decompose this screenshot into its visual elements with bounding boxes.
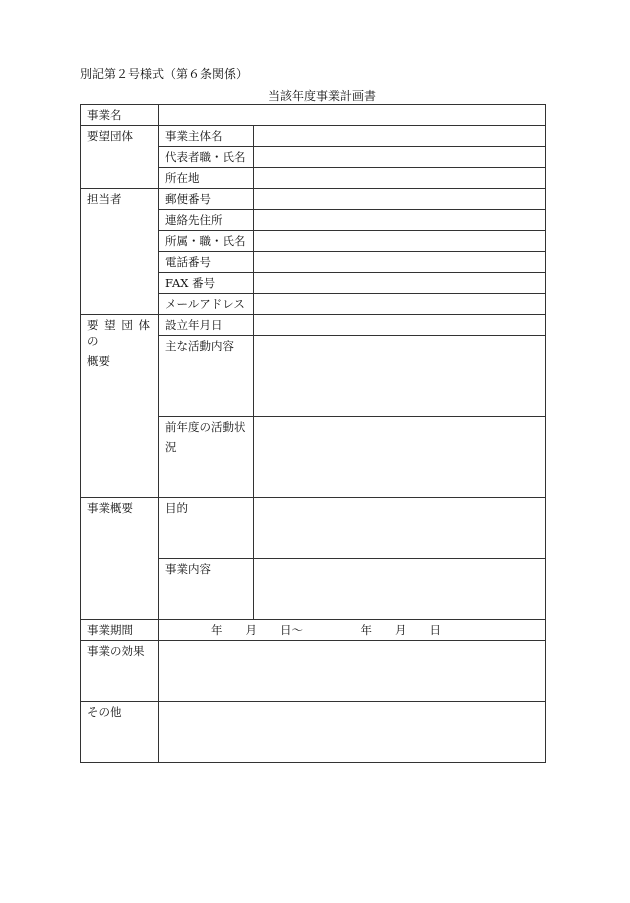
field-founded[interactable] xyxy=(254,315,546,336)
row-effects xyxy=(81,641,546,702)
document-title: 当該年度事業計画書 xyxy=(267,89,376,103)
label-email: メールアドレス xyxy=(159,294,254,315)
label-fax: FAX 番号 xyxy=(159,273,254,294)
label-prev-year-line1: 前年度の活動状 xyxy=(165,420,246,434)
field-prev-year[interactable] xyxy=(254,417,546,498)
label-postal-code: 郵便番号 xyxy=(159,189,254,210)
field-period[interactable] xyxy=(159,620,546,641)
label-effects: 事業の効果 xyxy=(81,641,159,702)
label-prev-year-line2: 況 xyxy=(165,440,177,454)
field-fax[interactable] xyxy=(254,273,546,294)
label-period: 事業期間 xyxy=(81,620,159,641)
field-phone[interactable] xyxy=(254,252,546,273)
field-project-name[interactable] xyxy=(159,105,546,126)
label-phone: 電話番号 xyxy=(159,252,254,273)
field-affiliation[interactable] xyxy=(254,231,546,252)
field-project-content[interactable] xyxy=(254,559,546,620)
label-org-head: 事業主体名 xyxy=(159,126,254,147)
label-requesting-org: 要望団体 xyxy=(81,126,159,189)
form-number-note: 別記第２号様式（第６条関係） xyxy=(80,67,249,81)
field-location[interactable] xyxy=(254,168,546,189)
field-email[interactable] xyxy=(254,294,546,315)
row-founded xyxy=(81,315,546,336)
label-org-overview xyxy=(81,315,159,498)
plan-form-table xyxy=(80,104,546,763)
label-main-activities: 主な活動内容 xyxy=(159,336,254,417)
field-representative[interactable] xyxy=(254,147,546,168)
label-prev-year xyxy=(159,417,254,498)
field-org-head[interactable] xyxy=(254,126,546,147)
period-text: 年 月 日～ 年 月 日 xyxy=(211,623,441,637)
row-project-name xyxy=(81,105,546,126)
label-location: 所在地 xyxy=(159,168,254,189)
field-effects[interactable] xyxy=(159,641,546,702)
row-purpose xyxy=(81,498,546,559)
row-period xyxy=(81,620,546,641)
label-org-overview-line2: 概要 xyxy=(87,354,110,368)
field-purpose[interactable] xyxy=(254,498,546,559)
field-main-activities[interactable] xyxy=(254,336,546,417)
label-purpose: 目的 xyxy=(159,498,254,559)
row-other xyxy=(81,702,546,763)
label-project-content: 事業内容 xyxy=(159,559,254,620)
field-other[interactable] xyxy=(159,702,546,763)
label-founded: 設立年月日 xyxy=(159,315,254,336)
label-project-name: 事業名 xyxy=(81,105,159,126)
label-contact-address: 連絡先住所 xyxy=(159,210,254,231)
row-postal-code xyxy=(81,189,546,210)
label-project-overview: 事業概要 xyxy=(81,498,159,620)
field-contact-address[interactable] xyxy=(254,210,546,231)
label-affiliation: 所属・職・氏名 xyxy=(159,231,254,252)
label-org-overview-line1: 要望団体の xyxy=(87,318,152,348)
field-postal-code[interactable] xyxy=(254,189,546,210)
label-representative: 代表者職・氏名 xyxy=(159,147,254,168)
label-contact-person: 担当者 xyxy=(81,189,159,315)
label-other: その他 xyxy=(81,702,159,763)
row-org-head xyxy=(81,126,546,147)
